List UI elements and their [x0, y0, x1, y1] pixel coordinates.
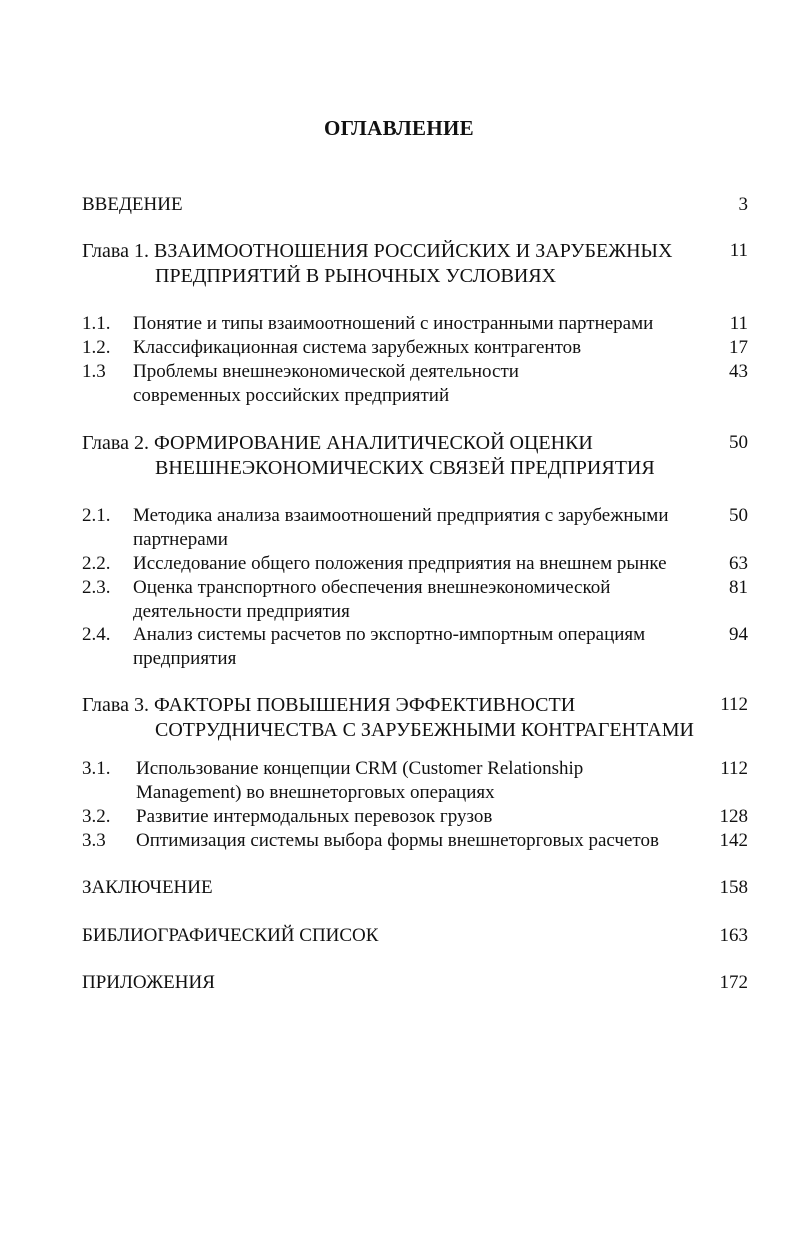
toc-entry-label: БИБЛИОГРАФИЧЕСКИЙ СПИСОК	[82, 925, 379, 946]
section-title-line1: Проблемы внешнеэкономической деятельности	[133, 361, 519, 382]
section-number: 3.1.	[82, 758, 111, 779]
section-title-line1: Методика анализа взаимоотношений предприятия с зарубежными	[133, 505, 669, 526]
section-title	[133, 576, 703, 623]
section-number: 1.1.	[82, 313, 111, 334]
section-title-line1: Использование концепции CRM (Customer Relationship	[136, 758, 584, 779]
section-title	[133, 623, 703, 670]
section-title	[133, 504, 703, 551]
toc-entry-page: 128	[719, 806, 748, 827]
section-number: 2.4.	[82, 624, 111, 645]
toc-entry-page: 112	[720, 694, 748, 715]
section-title	[136, 757, 706, 804]
section-title-line1: Исследование общего положения предприятия на внешнем рынке	[133, 553, 667, 574]
toc-entry-page: 50	[729, 505, 748, 526]
section-title	[133, 552, 703, 576]
section-title-line2: партнерами	[133, 528, 228, 550]
toc-entry-page: 17	[729, 337, 748, 358]
toc-entry-page: 3	[738, 194, 748, 215]
section-number: 1.2.	[82, 337, 111, 358]
toc-entry-page: 163	[719, 925, 748, 946]
section-title	[133, 336, 703, 360]
chapter-title-line2: ПРЕДПРИЯТИЙ В РЫНОЧНЫХ УСЛОВИЯХ	[155, 265, 557, 287]
toc-entry-page: 11	[729, 313, 748, 334]
section-number: 2.3.	[82, 577, 111, 598]
chapter-title-line1: Глава 2. ФОРМИРОВАНИЕ АНАЛИТИЧЕСКОЙ ОЦЕНКИ	[82, 432, 593, 454]
toc-entry-page: 172	[719, 972, 748, 993]
section-title	[136, 805, 706, 829]
section-title-line1: Понятие и типы взаимоотношений с иностранными партнерами	[133, 313, 654, 334]
section-title-line2: современных российских предприятий	[133, 384, 450, 406]
section-title-line2: Management) во внешнеторговых операциях	[136, 781, 495, 803]
section-title-line1: Развитие интермодальных перевозок грузов	[136, 806, 493, 827]
section-title-line2: предприятия	[133, 647, 237, 669]
toc-entry-label: ЗАКЛЮЧЕНИЕ	[82, 877, 213, 898]
page-title: ОГЛАВЛЕНИЕ	[324, 116, 474, 140]
toc-entry-page: 158	[719, 877, 748, 898]
section-title	[133, 312, 703, 336]
toc-entry-page: 112	[720, 758, 748, 779]
toc-entry-page: 63	[729, 553, 748, 574]
chapter-title-line2: ВНЕШНЕЭКОНОМИЧЕСКИХ СВЯЗЕЙ ПРЕДПРИЯТИЯ	[155, 457, 655, 479]
section-title-line1: Классификационная система зарубежных контрагентов	[133, 337, 582, 358]
section-title-line1: Оптимизация системы выбора формы внешнеторговых расчетов	[136, 830, 659, 851]
section-title-line1: Анализ системы расчетов по экспортно-импортным операциям	[133, 624, 646, 645]
section-title-line1: Оценка транспортного обеспечения внешнеэкономической	[133, 577, 611, 598]
toc-entry-label: ПРИЛОЖЕНИЯ	[82, 972, 215, 993]
section-number: 3.3	[82, 830, 106, 851]
toc-entry-label: ВВЕДЕНИЕ	[82, 194, 183, 215]
toc-entry-page: 81	[729, 577, 748, 598]
section-number: 1.3	[82, 361, 106, 382]
toc-entry-page: 94	[729, 624, 748, 645]
section-number: 2.1.	[82, 505, 111, 526]
chapter-title-line2: СОТРУДНИЧЕСТВА С ЗАРУБЕЖНЫМИ КОНТРАГЕНТАМИ	[155, 719, 694, 741]
toc-entry-page: 11	[729, 240, 748, 261]
toc-entry-page: 43	[729, 361, 748, 382]
section-title	[133, 360, 703, 407]
section-number: 2.2.	[82, 553, 111, 574]
section-title-line2: деятельности предприятия	[133, 600, 350, 622]
section-number: 3.2.	[82, 806, 111, 827]
section-title	[136, 829, 706, 853]
toc-entry-page: 50	[729, 432, 748, 453]
toc-entry-page: 142	[719, 830, 748, 851]
chapter-title-line1: Глава 1. ВЗАИМООТНОШЕНИЯ РОССИЙСКИХ И ЗАРУБЕЖНЫХ	[82, 240, 673, 262]
chapter-title-line1: Глава 3. ФАКТОРЫ ПОВЫШЕНИЯ ЭФФЕКТИВНОСТИ	[82, 694, 576, 716]
